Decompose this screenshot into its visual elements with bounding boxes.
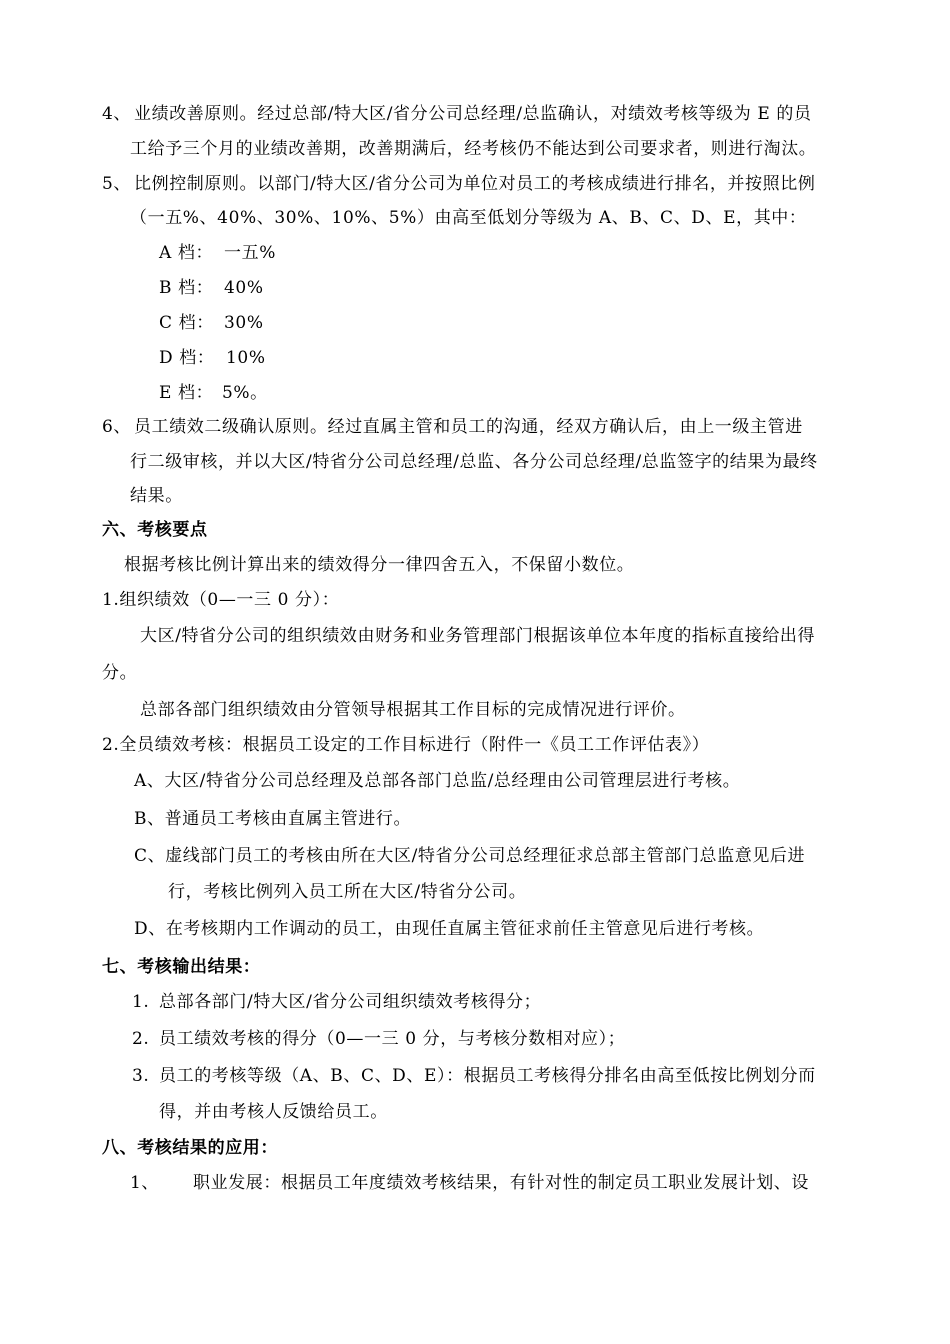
grade-b-label: B 档： xyxy=(159,278,214,298)
item-number-6: 6、 xyxy=(102,417,132,437)
item-number-5: 5、 xyxy=(102,174,132,194)
grade-a-value: 一五% xyxy=(224,243,276,263)
grade-d-value: 10% xyxy=(226,348,266,368)
output-item-2-number: 2. xyxy=(132,1029,150,1049)
output-item-1-number: 1. xyxy=(132,992,150,1012)
grade-c-label: C 档： xyxy=(159,313,214,333)
org-performance-title: 1.组织绩效（0—一三 0 分）： xyxy=(102,590,340,610)
section-6-heading: 六、考核要点 xyxy=(102,520,208,540)
principle-5-line2: （一五%、40%、30%、10%、5%）由高至低划分等级为 A、B、C、D、E，其中： xyxy=(130,208,807,228)
output-item-3-line1: 员工的考核等级（A、B、C、D、E）：根据员工考核得分排名由高至低按比例划分而 xyxy=(159,1066,816,1086)
output-item-1: 总部各部门/特大区/省分公司组织绩效考核得分； xyxy=(159,992,542,1012)
org-performance-para1-line2: 分。 xyxy=(102,663,138,683)
principle-6-line3: 结果。 xyxy=(130,486,183,506)
org-performance-para2: 总部各部门组织绩效由分管领导根据其工作目标的完成情况进行评价。 xyxy=(140,700,686,720)
org-performance-para1-line1: 大区/特省分公司的组织绩效由财务和业务管理部门根据该单位本年度的指标直接给出得 xyxy=(140,626,816,646)
output-item-3-line2: 得，并由考核人反馈给员工。 xyxy=(159,1102,388,1122)
staff-appraisal-b: B、普通员工考核由直属主管进行。 xyxy=(134,809,412,829)
grade-e-value: 5%。 xyxy=(222,383,268,403)
application-item-1-number: 1、 xyxy=(130,1173,160,1193)
grade-c-value: 30% xyxy=(224,313,264,333)
staff-appraisal-title: 2.全员绩效考核：根据员工设定的工作目标进行（附件一《员工工作评估表》） xyxy=(102,735,710,755)
principle-6-line1: 员工绩效二级确认原则。经过直属主管和员工的沟通，经双方确认后，由上一级主管进 xyxy=(134,417,803,437)
grade-d-label: D 档： xyxy=(159,348,215,368)
item-number-4: 4、 xyxy=(102,104,132,124)
section-6-intro: 根据考核比例计算出来的绩效得分一律四舍五入，不保留小数位。 xyxy=(124,555,635,575)
principle-4-line1: 业绩改善原则。经过总部/特大区/省分公司总经理/总监确认，对绩效考核等级为 E 的员 xyxy=(134,104,812,124)
section-7-heading: 七、考核输出结果： xyxy=(102,957,261,977)
application-item-1: 职业发展：根据员工年度绩效考核结果，有针对性的制定员工职业发展计划、设 xyxy=(193,1173,809,1193)
output-item-3-number: 3. xyxy=(132,1066,150,1086)
staff-appraisal-a: A、大区/特省分公司总经理及总部各部门总监/总经理由公司管理层进行考核。 xyxy=(134,771,741,791)
principle-4-line2: 工给予三个月的业绩改善期，改善期满后，经考核仍不能达到公司要求者，则进行淘汰。 xyxy=(130,139,817,159)
grade-b-value: 40% xyxy=(224,278,264,298)
output-item-2: 员工绩效考核的得分（0—一三 0 分，与考核分数相对应）； xyxy=(159,1029,626,1049)
principle-6-line2: 行二级审核，并以大区/特省分公司总经理/总监、各分公司总经理/总监签字的结果为最终 xyxy=(130,452,818,472)
principle-5-line1: 比例控制原则。以部门/特大区/省分公司为单位对员工的考核成绩进行排名，并按照比例 xyxy=(134,174,816,194)
grade-e-label: E 档： xyxy=(159,383,214,403)
staff-appraisal-c-line2: 行，考核比例列入员工所在大区/特省分公司。 xyxy=(168,882,527,902)
staff-appraisal-c-line1: C、虚线部门员工的考核由所在大区/特省分公司总经理征求总部主管部门总监意见后进 xyxy=(134,846,806,866)
grade-a-label: A 档： xyxy=(159,243,214,263)
staff-appraisal-d: D、在考核期内工作调动的员工，由现任直属主管征求前任主管意见后进行考核。 xyxy=(134,919,765,939)
section-8-heading: 八、考核结果的应用： xyxy=(102,1138,278,1158)
